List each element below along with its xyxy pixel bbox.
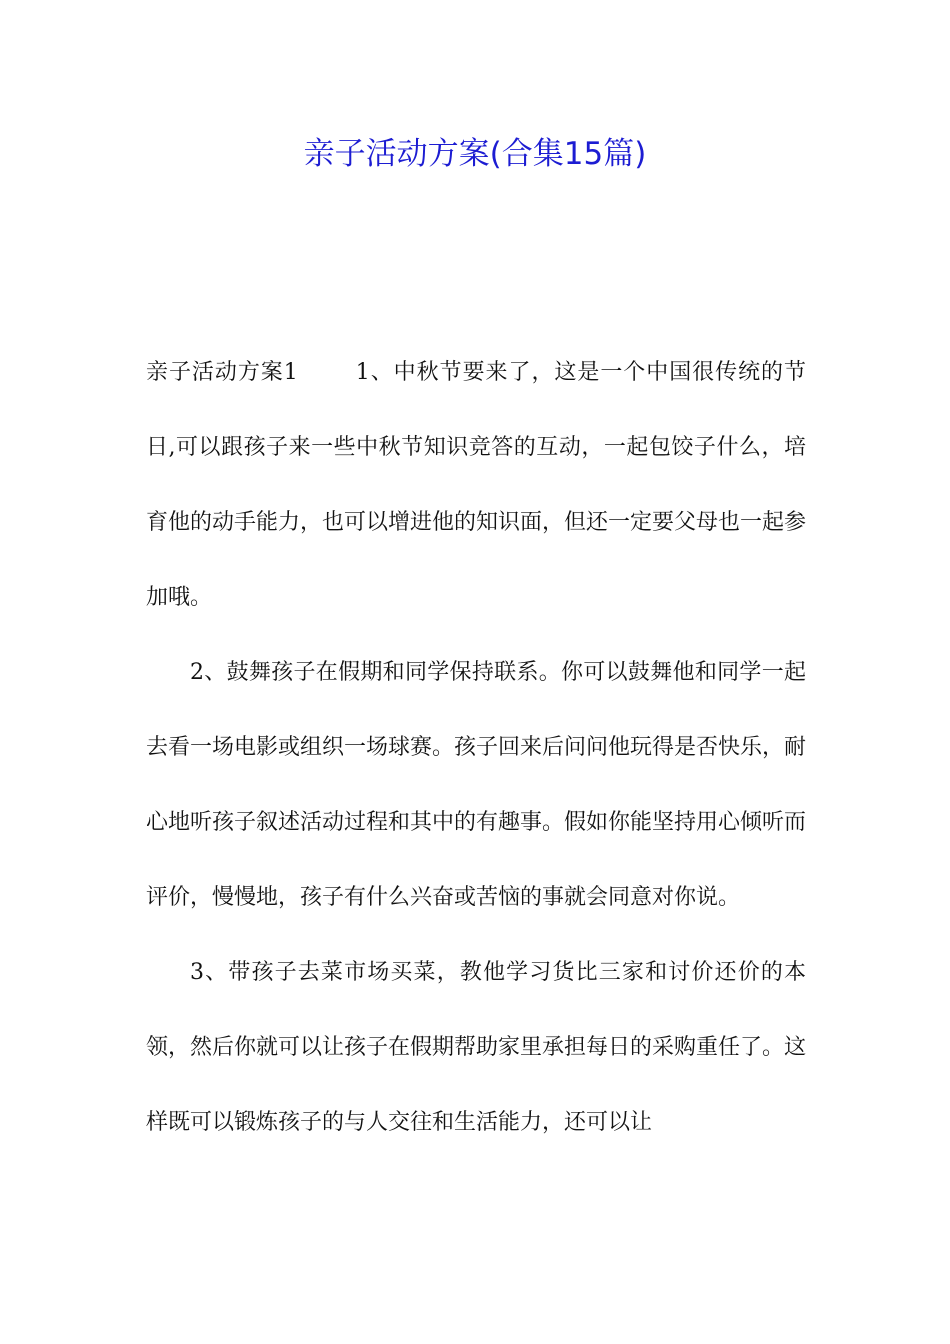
- paragraph-3: 3、带孩子去菜市场买菜，教他学习货比三家和讨价还价的本领，然后你就可以让孩子在假期帮助家里承担每日的采购重任了。这样既可以锻炼孩子的与人交往和生活能力，还可以让: [146, 960, 807, 1135]
- document-title: 亲子活动方案(合集15篇): [303, 136, 647, 172]
- paragraph-1-text: 1、中秋节要来了，这是一个中国很传统的节日,可以跟孩子来一些中秋节知识竞答的互动，一起包饺子什么，培育他的动手能力，也可以增进他的知识面，但还一定要父母也一起参加哦。: [146, 360, 807, 610]
- document-body: [146, 335, 806, 1160]
- paragraph-1: [146, 335, 806, 635]
- section-heading: 亲子活动方案1: [146, 360, 298, 385]
- paragraph-2: 2、鼓舞孩子在假期和同学保持联系。你可以鼓舞他和同学一起去看一场电影或组织一场球赛。孩子回来后问问他玩得是否快乐，耐心地听孩子叙述活动过程和其中的有趣事。假如你能坚持用心倾听而评价，慢慢地，孩子有什么兴奋或苦恼的事就会同意对你说。: [146, 660, 807, 910]
